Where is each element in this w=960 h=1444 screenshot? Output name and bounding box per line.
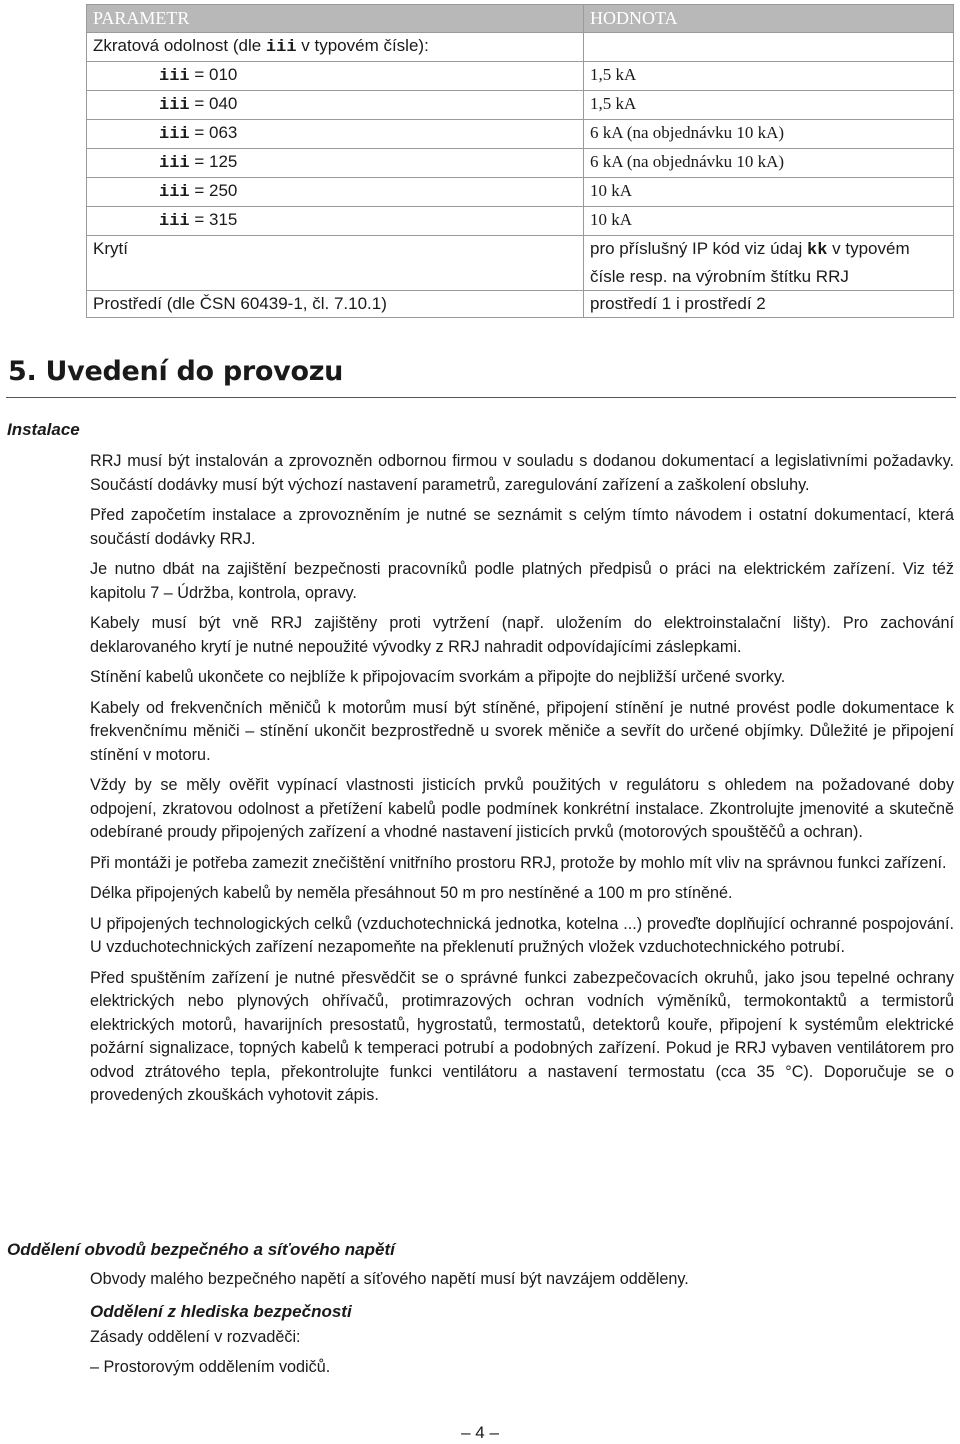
paragraph: Před spuštěním zařízení je nutné přesvědčit se o správné funkci zabezpečovacích okruhů, jako jsou tepelné ochrany elektrických nebo plynových ohřívačů, protimrazových ochran vodních výměníků, termokontaktů a termistorů elektrických motorů, havarijních presostatů, hygrostatů, termostatů, detektorů kouře, připojení k systémům elektrické požární signalizace, topných kabelů k temperaci potrubí a podobných zařízení. Pokud je RRJ vybaven ventilátorem pro odvod ztrátového tepla, překontrolujte funkci ventilátoru a nastavení termostatu (cca 35 °C). Doporučuje se o provedených zkouškách vyhotovit zápis. [90, 968, 954, 1104]
table-row: iii = 315 10 kA [87, 207, 954, 236]
table-row [87, 291, 954, 318]
kryti-value: pro příslušný IP kód viz údaj kk v typovém čísle resp. na výrobním štítku RRJ [584, 236, 954, 291]
page-number: – 4 – [461, 1423, 499, 1442]
header-value: HODNOTA [584, 5, 954, 33]
table-header-row [87, 5, 954, 33]
table-row: iii = 040 1,5 kA [87, 91, 954, 120]
prostredi-label: Prostředí (dle ČSN 60439-1, čl. 7.10.1) [87, 291, 584, 318]
paragraph: Před započetím instalace a zprovozněním je nutné se seznámit s celým tímto návodem i ostatní dokumentací, která součástí dodávky RRJ. [90, 506, 954, 548]
kryti-label: Krytí [87, 236, 584, 291]
table-row: iii = 063 6 kA (na objednávku 10 kA) [87, 120, 954, 149]
chapter-heading: 5. Uvedení do provozu [8, 356, 344, 387]
prostredi-value: prostředí 1 i prostředí 2 [584, 291, 954, 318]
oddeleni-text: Obvody malého bezpečného napětí a síťového napětí musí být navzájem odděleny. [90, 1270, 689, 1288]
parameter-table [86, 4, 954, 318]
paragraph: Při montáži je potřeba zamezit znečištění vnitřního prostoru RRJ, protože by mohlo mít vliv na správnou funkci zařízení. [90, 853, 947, 872]
table-row: iii = 250 10 kA [87, 178, 954, 207]
paragraph: Stínění kabelů ukončete co nejblíže k připojovacím svorkám a připojte do nejbližší určené svorky. [90, 668, 786, 686]
paragraph: U připojených technologických celků (vzduchotechnická jednotka, kotelna ...) proveďte doplňující ochranné pospojování. U vzduchotechnických zařízení nezapomeňte na překlenutí pružných vložek vzduchotechnického potrubí. [90, 914, 954, 956]
instalace-label: Instalace [7, 420, 80, 439]
table-row: iii = 010 1,5 kA [87, 62, 954, 91]
heading-rule [6, 397, 956, 398]
paragraph: Kabely od frekvenčních měničů k motorům musí být stíněné, připojení stínění je nutné provést podle dokumentace k frekvenčnímu měniči – stínění ukončit bezprostředně u svorek měniče a sevřít do určené objímky. Důležité je připojení stínění v motoru. [90, 698, 954, 764]
paragraph: RRJ musí být instalován a zprovozněn odbornou firmou v souladu s dodanou dokumentací a legislativními požadavky. Součástí dodávky musí být výchozí nastavení parametrů, zaregulování zařízení a zaškolení obsluhy. [90, 452, 954, 494]
paragraph: Vždy by se měly ověřit vypínací vlastnosti jisticích prvků použitých v regulátoru s ohledem na požadované doby odpojení, zkratovou odolnost a přetížení kabelů podle podmínek konkrétní instalace. Zkontrolujte jmenovité a skutečně odebírané proudy připojených zařízení a vhodné nastavení jisticích prvků (motorových spouštěčů a ochran). [90, 776, 954, 841]
oddeleni-subtext: Zásady oddělení v rozvaděči: [90, 1328, 301, 1346]
table-row: iii = 125 6 kA (na objednávku 10 kA) [87, 149, 954, 178]
list-item: – Prostorovým oddělením vodičů. [90, 1358, 331, 1376]
table-row [87, 33, 954, 62]
paragraph: Kabely musí být vně RRJ zajištěny proti vytržení (např. uložením do elektroinstalační lišty). Pro zachování deklarovaného krytí je nutné nepoužité vývodky z RRJ nahradit odpovídajícími záslepkami. [90, 614, 954, 656]
short-circuit-label: Zkratová odolnost (dle iii v typovém čísle): [87, 33, 584, 62]
table-row [87, 236, 954, 291]
oddeleni-heading: Oddělení obvodů bezpečného a síťového napětí [7, 1240, 395, 1259]
header-param: PARAMETR [87, 5, 584, 33]
paragraph: Délka připojených kabelů by neměla přesáhnout 50 m pro nestíněné a 100 m pro stíněné. [90, 884, 733, 902]
oddeleni-subheading: Oddělení z hlediska bezpečnosti [90, 1302, 352, 1321]
paragraph: Je nutno dbát na zajištění bezpečnosti pracovníků podle platných předpisů o práci na elektrickém zařízení. Viz též kapitolu 7 – Údržba, kontrola, opravy. [90, 560, 954, 602]
instalace-body [90, 450, 954, 1115]
